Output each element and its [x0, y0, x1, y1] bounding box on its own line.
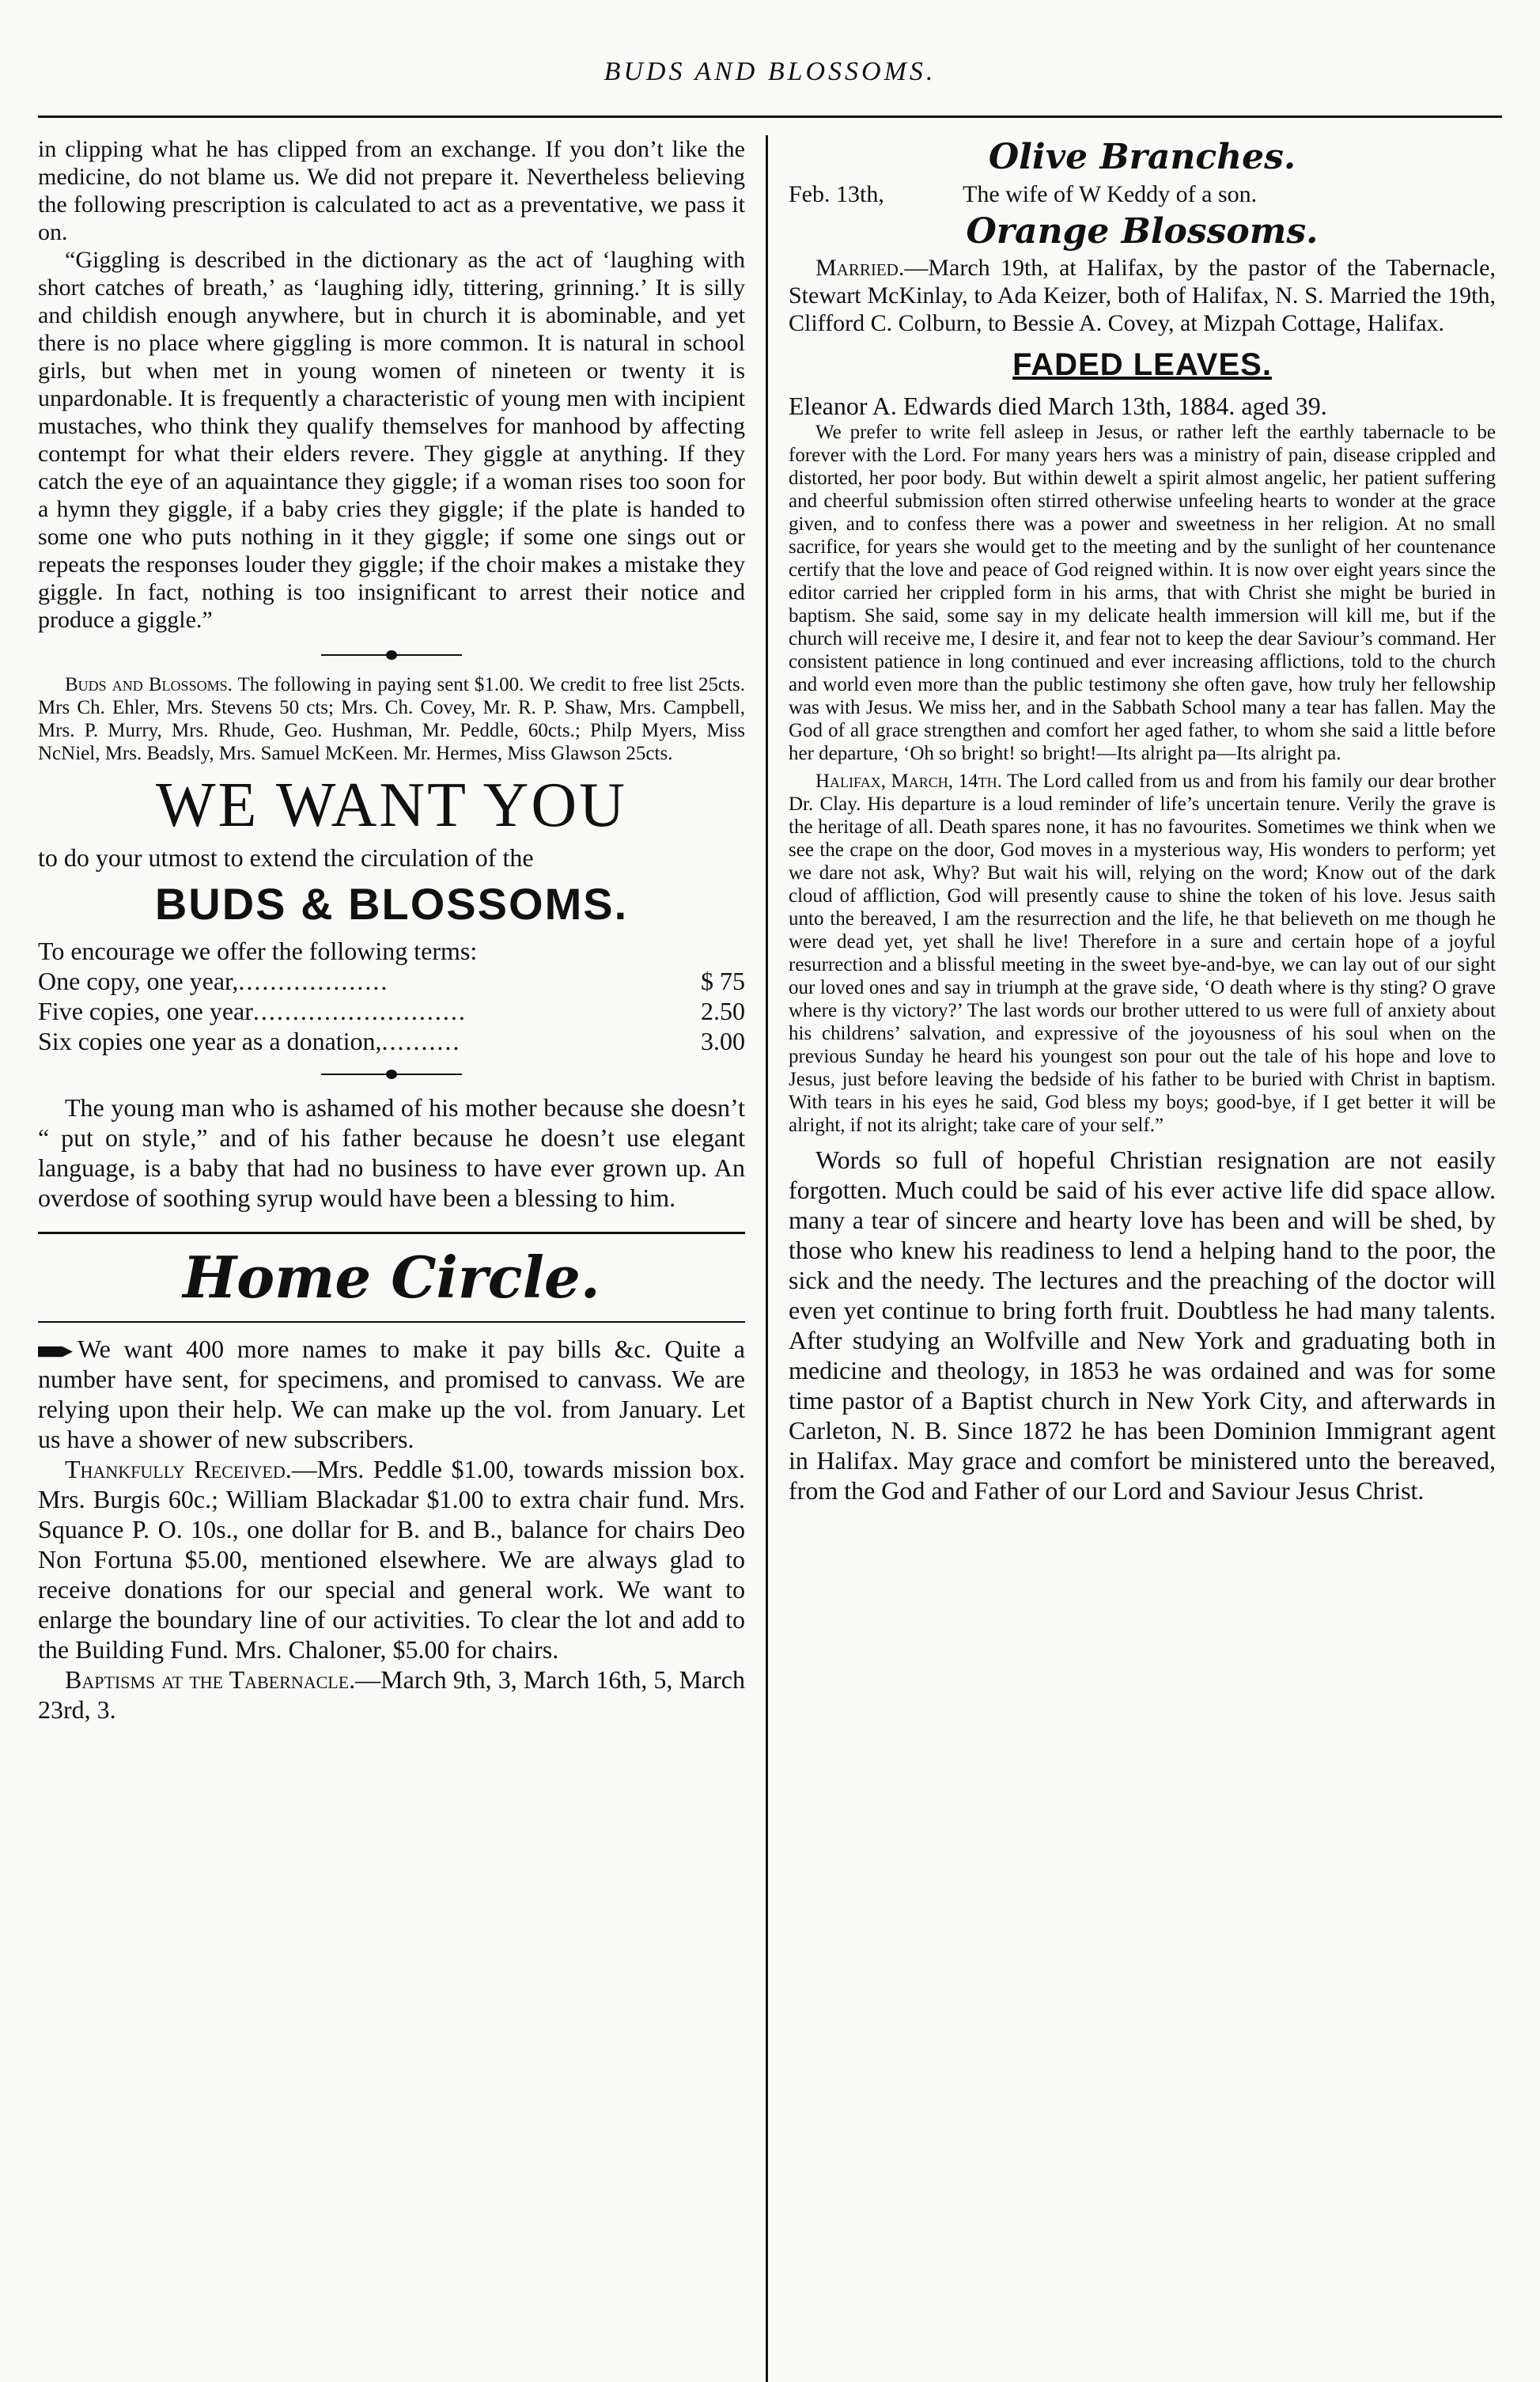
- term-row: Six copies one year as a donation, .......... 3.00: [38, 1027, 745, 1055]
- payments-text: The following in paying sent $1.00. We credit to free list 25cts. Mrs Ch. Ehler, Mrs. Stevens 50 cts; Mrs. Ch. Covey, Mr. R. P. Shaw, Mrs. Campbell, Mrs. P. Murry, Mrs. Rhude, Geo. Hushman, Mr. Peddle, 60cts.; Philp Myers, Miss NcNiel, Mrs. Beadsly, Mrs. Samuel McKeen. Mr. Hermes, Miss Glawson 25cts.: [38, 674, 745, 764]
- section-rule: [38, 1232, 745, 1234]
- running-title: BUDS AND BLOSSOMS.: [604, 57, 936, 86]
- payments-head: Buds and Blossoms.: [65, 674, 233, 695]
- edwards-obituary: We prefer to write fell asleep in Jesus, or rather left the earthly tabernacle to be forever with the Lord. For many years hers was a ministry of pain, disease crippled and distorted, her poor body. But within dewelt a spirit almost angelic, her patient suffering and cheerful submission often stirred otherwise unfeeling hearts to wonder at the grace given, and to confess there was a power and sweetness in her religion. At no small sacrifice, for years she would get to the meeting and by the sunlight of her countenance certify that the love and peace of God reigned within. It is now over eight years since the editor carried her crippled form in his arms, that with Christ she might be buried in baptism. She said, some say in my delicate health immersion will kill me, but if the church will receive me, I desire it, and fear not to keep the dear Saviour’s command. Her consistent patience in long continued and ever increasing afflictions, told to the church and world even more than the public testimony she often gave, how truly her fellowship was with Jesus. We miss her, and in the Sabbath School many a tear has fallen. May the God of all grace strengthen and comfort her aged father, to whom she said a little before her departure, ‘Oh so bright! so bright!—Its alright pa—Its alright pa.: [789, 422, 1496, 764]
- baptisms-paragraph: Baptisms at the Tabernacle.—March 9th, 3, March 16th, 5, March 23rd, 3.: [38, 1665, 746, 1724]
- baptisms-head: Baptisms at the Tabernacle.: [65, 1665, 356, 1694]
- thankfully-head: Thankfully Received.: [65, 1455, 292, 1483]
- separator-ornament: [38, 1061, 745, 1088]
- orange-blossoms-heading: Orange Blossoms.: [966, 211, 1319, 252]
- halifax-head: Halifax, March, 14th.: [815, 771, 1002, 792]
- separator-ornament: [38, 642, 745, 668]
- term-row: Five copies, one year ........................... 2.50: [38, 997, 745, 1025]
- married-head: Married.: [815, 255, 905, 281]
- thankfully-paragraph: Thankfully Received.—Mrs. Peddle $1.00, towards mission box. Mrs. Burgis 60c.; William Blackadar $1.00 to extra chair fund. Mrs. Squance P. O. 10s., one dollar for B. and B., balance for chairs Deo Non Fortuna $5.00, mentioned elsewhere. We are always glad to receive donations for our special and general work. We want to enlarge the boundary line of our activities. To clear the lot and add to the Building Fund. Mrs. Chaloner, $5.00 for chairs.: [38, 1455, 746, 1664]
- term-row: One copy, one year, ................... $ 75: [38, 967, 745, 995]
- married-paragraph: Married.—March 19th, at Halifax, by the pastor of the Tabernacle, Stewart McKinlay, to Ada Keizer, both of Halifax, N. S. Married the 19th, Clifford C. Colburn, to Bessie A. Covey, at Mizpah Cottage, Halifax.: [789, 255, 1496, 336]
- header-rule: [38, 116, 1502, 118]
- clay-obituary: Halifax, March, 14th. The Lord called from us and from his family our dear brother Dr. Clay. His departure is a loud reminder of life’s uncertain tenure. Verily the grave is the heritage of all. Death spares none, it has no favourites. Sometimes we think when we see the crape on the door, God moves in a mysterious way, His wonders to perform; yet we dare not ask, Why? But wait his will, relying on the word; Know out of the dark cloud of affliction, God will presently cause to shine the token of his love. Jesus saith unto the bereaved, I am the resurrection and the life, he that believeth on me though he were dead yet, yet shall he live! Therefore in a sure and certain hope of a joyful resurrection and a blissful meeting in the sweet bye-and-bye, we can lay out of our sight our loved ones and say in triumph at the grave side, ‘O death where is thy sting? O grave where is thy victory?’ The last words our brother uttered to us were full of anxiety about his childrens’ salvation, and expressive of the joyousness of his soul when on the previous Sunday he heard his youngest son pour out the tale of his hope and love to Jesus, just before leaving the bedside of his father to be buried with Christ in baptism. With tears in his eyes he said, God bless my boys; good-bye, if I get better it will be alright, if not its alright; take care of your self.”: [789, 771, 1496, 1136]
- clipping-paragraph: in clipping what he has clipped from an exchange. If you don’t like the medicine, do not blame us. We did not prepare it. Nevertheless believing the following prescription is calculated to act as a preventative, we pass it on.: [38, 136, 745, 245]
- pointing-hand-icon: [38, 1343, 73, 1361]
- columns: [38, 135, 1502, 2382]
- edwards-death-line: Eleanor A. Edwards died March 13th, 1884. aged 39.: [789, 392, 1327, 420]
- want-400-paragraph: We want 400 more names to make it pay bills &c. Quite a number have sent, for specimens, and promised to canvass. We are relying upon their help. We can make up the vol. from January. Let us have a shower of new subscribers.: [38, 1335, 745, 1453]
- terms-list: [38, 966, 745, 1056]
- we-want-you-heading: WE WANT YOU: [156, 771, 627, 840]
- terms-intro: To encourage we offer the following terms:: [38, 937, 478, 965]
- olive-branches-heading: Olive Branches.: [988, 137, 1296, 177]
- words-paragraph: Words so full of hopeful Christian resignation are not easily forgotten. Much could be said of his ever active life did space allow. many a tear of sincere and hearty love has been and will be shed, by those who knew his readiness to lend a helping hand to the poor, the sick and the needy. The lectures and the preaching of the doctor will even yet continue to bring forth fruit. Doubtless he had many talents. After studying an Wolfville and New York and graduating both in medicine and theology, in 1853 he was ordained and was for some time pastor of a Baptist church in New York City, and afterwards in Carleton, N. B. Since 1872 he has been Dominion Immigrant agent in Halifax. May grace and comfort be ministered unto the bereaved, from the God and Father of our Lord and Saviour Jesus Christ.: [789, 1146, 1496, 1505]
- home-circle-heading: Home Circle.: [183, 1244, 600, 1311]
- left-column: [38, 135, 766, 2382]
- giggling-paragraph: “Giggling is described in the dictionary as the act of ‘laughing with short catches of breath,’ as ‘laughing idly, tittering, grinning.’ It is silly and childish enough anywhere, but in church it is abominable, and yet there is no place where giggling is more common. It is natural in school girls, but when met in young women of nineteen or twenty it is unpardonable. It is frequently a characteristic of young men with incipient mustaches, who think they qualify themselves for manhood by affecting contempt for what their elders revere. They giggle at anything. If they catch the eye of an aquaintance they giggle; if a woman rises too soon for a hymn they giggle, if a baby cries they giggle; if the plate is handed to some one who puts nothing in it they giggle; if some one sings out or repeats the responses louder they giggle; if the choir makes a mistake they giggle. In fact, nothing is too insignificant to arrest their notice and produce a giggle.”: [38, 247, 745, 633]
- faded-leaves-heading: FADED LEAVES.: [1012, 347, 1272, 382]
- section-rule: [38, 1321, 745, 1323]
- right-column: [768, 135, 1496, 2382]
- young-man-paragraph: The young man who is ashamed of his mother because she doesn’t “ put on style,” and of his father because he doesn’t use elegant language, is a baby that had no business to have ever grown up. An overdose of soothing syrup would have been a blessing to him.: [38, 1093, 745, 1212]
- buds-blossoms-heading: BUDS & BLOSSOMS.: [154, 879, 629, 929]
- circulation-text: to do your utmost to extend the circulation of the: [38, 843, 534, 872]
- payments-paragraph: [38, 673, 745, 765]
- birth-notice: Feb. 13th, The wife of W Keddy of a son.: [789, 181, 1258, 207]
